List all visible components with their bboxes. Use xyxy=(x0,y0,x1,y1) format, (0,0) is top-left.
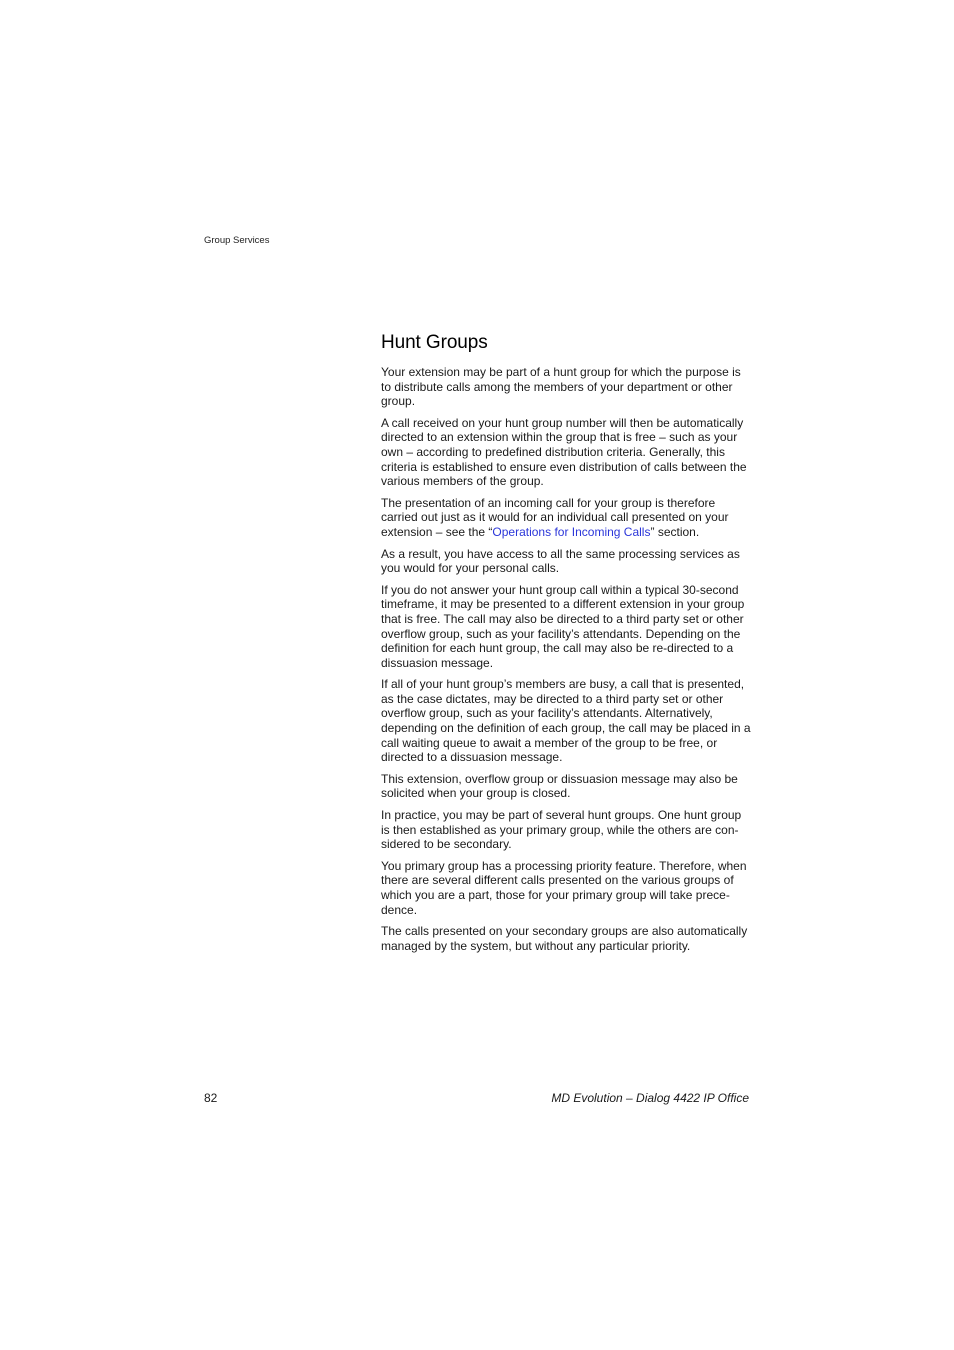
document-title: MD Evolution – Dialog 4422 IP Office xyxy=(551,1091,749,1105)
paragraph-10: The calls presented on your secondary groups are also automatically managed by the system, but without any particular priority. xyxy=(381,924,748,953)
running-header: Group Services xyxy=(204,235,270,246)
main-content xyxy=(381,332,753,960)
paragraph-9 xyxy=(381,859,753,917)
paragraph-2: A call received on your hunt group number will then be automatically directed to an extension within the group that is free – such as your own – according to predefined distribution criteria. Generally, this criteria is established to ensure even distribution of calls between the various members of the group. xyxy=(381,415,747,489)
paragraph-3-text-before: The presentation of an incoming call for your group is therefore carried out just as it would for an individual call presented on your extension – see the “ xyxy=(381,495,729,539)
paragraph-9-line-1: You primary group has a processing priority feature. Therefore, when there are several different calls presented on the various groups of which you are a part, those for your primary group will take prece- xyxy=(381,858,747,902)
paragraph-8: In practice, you may be part of several hunt groups. One hunt group is then established as your primary group, while the others are con-sidered to be secondary. xyxy=(381,808,742,852)
paragraph-3-text-after: ” section. xyxy=(650,524,700,539)
paragraph-3 xyxy=(381,496,753,540)
paragraph-9-line-2: dence. xyxy=(381,902,418,917)
paragraph-6: If all of your hunt group’s members are busy, a call that is presented, as the case dictates, may be directed to a third party set or other overflow group, such as your facility’s attendants. Alternatively, depending on the definition of each group, the call may be placed in a call waiting queue to await a member of the group to be free, or directed to a dissuasion message. xyxy=(381,677,751,765)
operations-for-incoming-calls-link[interactable]: Operations for Incoming Calls xyxy=(492,524,651,539)
paragraph-7: This extension, overflow group or dissuasion message may also be solicited when your group is closed. xyxy=(381,771,738,801)
paragraph-5: If you do not answer your hunt group call within a typical 30-second timeframe, it may be presented to a different extension in your group that is free. The call may also be directed to a third party set or other overflow group, such as your facility’s attendants. Depending on the definition for each hunt group, the call may also be re-directed to a dissuasion message. xyxy=(381,582,745,670)
paragraph-4: As a result, you have access to all the same processing services as you would for your personal calls. xyxy=(381,546,740,576)
page-number: 82 xyxy=(204,1091,218,1105)
paragraph-1: Your extension may be part of a hunt group for which the purpose is to distribute calls among the members of your department or other group. xyxy=(381,365,741,409)
page-title: Hunt Groups xyxy=(381,332,488,353)
